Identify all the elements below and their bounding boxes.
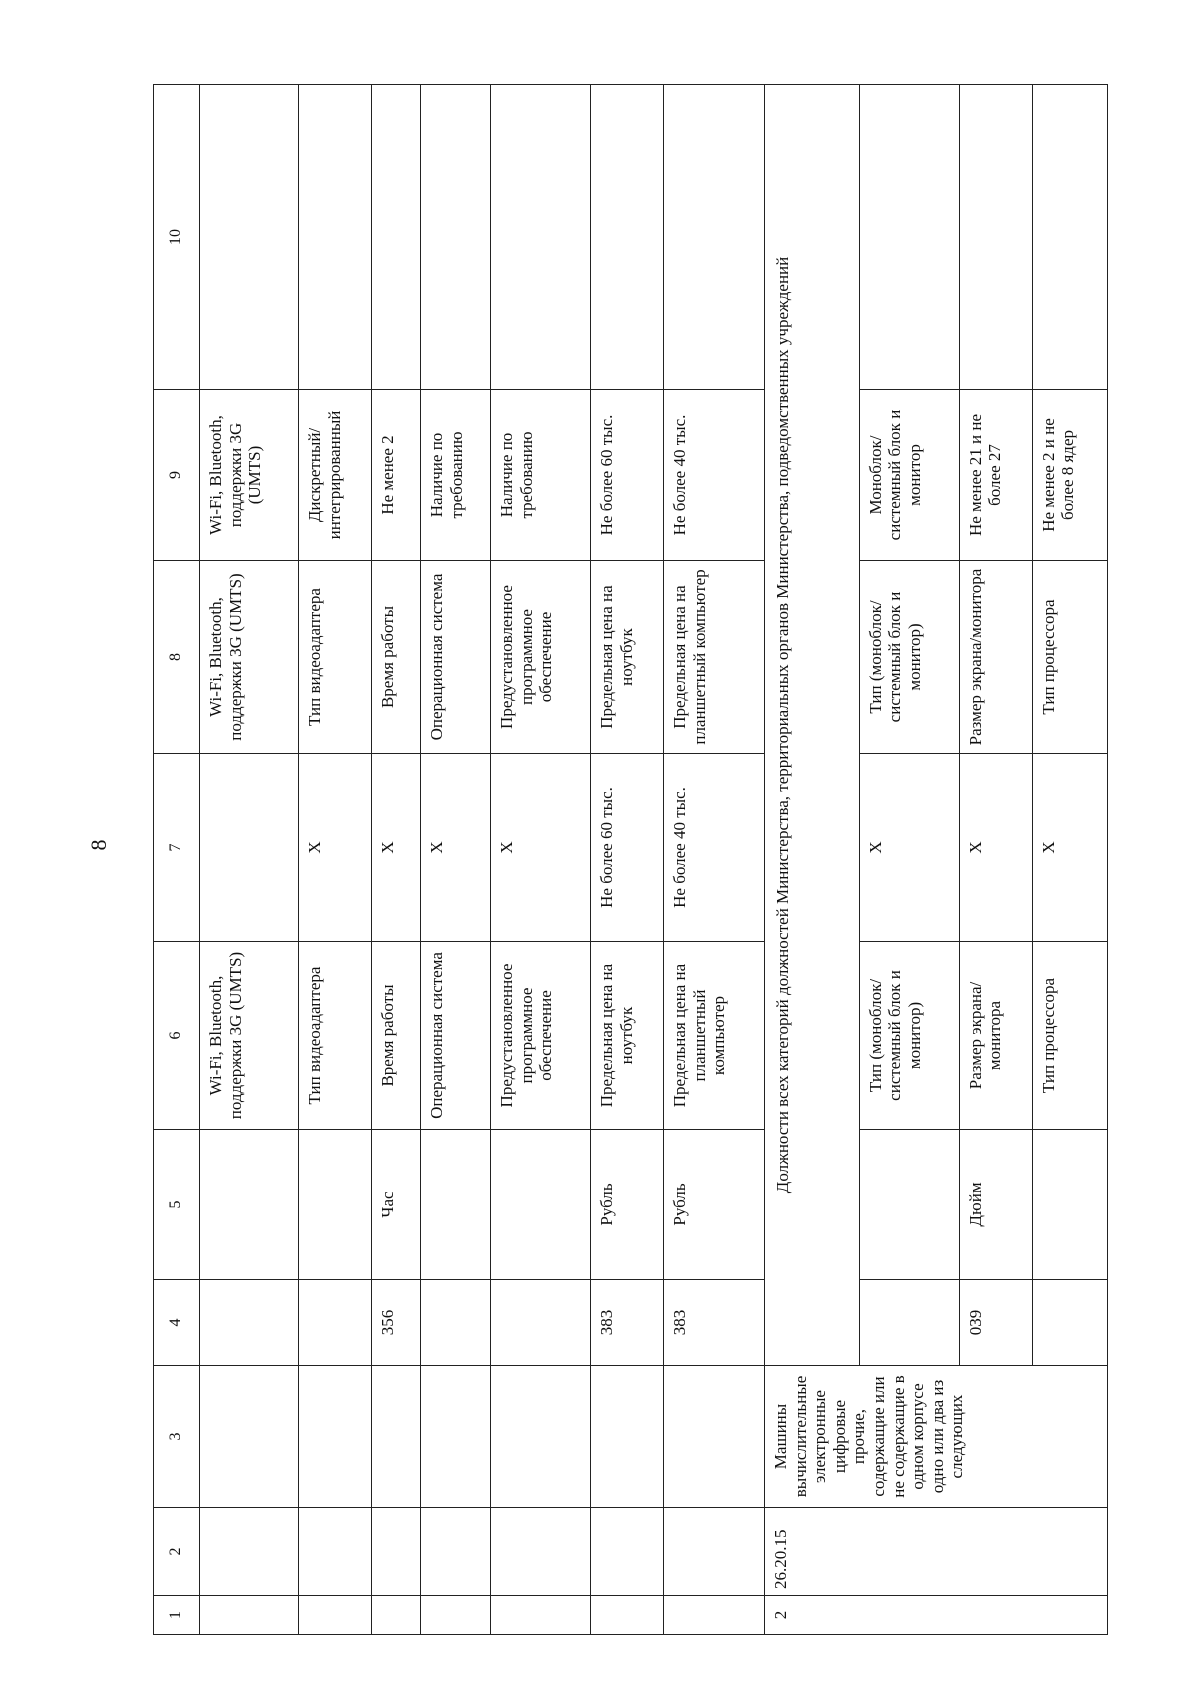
column-header: 4 [154,1280,200,1366]
table-cell: Не более 40 тыс. [664,754,765,942]
table-cell [372,1596,421,1635]
row-number-cell: 2 [765,1596,1108,1635]
column-header: 2 [154,1508,200,1596]
table-row [200,85,299,1635]
table-cell: Не менее 2 и не более 8 ядер [1032,390,1107,561]
table-cell [200,754,299,942]
column-header: 8 [154,561,200,754]
table-cell [421,1508,491,1596]
column-header: 3 [154,1366,200,1508]
header-row [154,85,200,1635]
okpd-code-cell: 26.20.15 [765,1508,1108,1596]
table-cell: Тип процессора [1032,561,1107,754]
table-cell: Wi-Fi, Bluetooth, поддержки 3G (UMTS) [200,942,299,1130]
table-cell: Не более 60 тыс. [591,754,664,942]
table-cell [491,1366,591,1508]
table-cell [959,85,1032,390]
table-cell: Х [959,754,1032,942]
table-cell: Не менее 21 и не более 27 [959,390,1032,561]
table-cell: Моноблок/ системный блок и монитор [859,390,959,561]
table-cell [664,85,765,390]
table-cell: Не более 60 тыс. [591,390,664,561]
requirements-table [153,84,1108,1635]
table-cell [372,1366,421,1508]
table-cell: Предустановленное программное обеспечение [491,561,591,754]
table-cell: Предельная цена на планшетный компьютер [664,942,765,1130]
table-cell: Х [859,754,959,942]
table-cell [200,1130,299,1280]
table-cell: Рубль [664,1130,765,1280]
column-header: 1 [154,1596,200,1635]
column-header: 6 [154,942,200,1130]
table-cell [491,1130,591,1280]
table-row [591,85,664,1635]
table-cell: Размер экрана/монитора [959,561,1032,754]
table-cell [421,1596,491,1635]
table-row [421,85,491,1635]
table-cell [200,1280,299,1366]
table-cell: Дюйм [959,1130,1032,1280]
table-cell [372,85,421,390]
table-cell [200,1596,299,1635]
table-cell: Х [491,754,591,942]
table-cell [372,1508,421,1596]
table-cell: Тип видеоадаптера [299,561,372,754]
table-cell [299,1596,372,1635]
table-cell: 356 [372,1280,421,1366]
table-cell: Время работы [372,561,421,754]
table-cell [1032,1130,1107,1280]
table-cell [299,1366,372,1508]
table-cell: Размер экрана/монитора [959,942,1032,1130]
table-cell [299,1280,372,1366]
table-row [664,85,765,1635]
table-cell: 039 [959,1280,1032,1366]
table-cell: Наличие по требованию [421,390,491,561]
table-cell [591,1366,664,1508]
table-cell [859,85,959,390]
table-row [765,85,860,1635]
table-cell: Х [372,754,421,942]
table-cell: Предельная цена на ноутбук [591,942,664,1130]
table-row [491,85,591,1635]
position-category-band: Должности всех категорий должностей Министерства, территориальных органов Министерства, подведомственных учреждений [765,85,860,1366]
table-cell [664,1596,765,1635]
table-cell [591,1508,664,1596]
item-name-cell: Машины вычислительные электронные цифровые прочие, содержащие или не содержащие в одном корпусе одно или два из следующих [765,1366,1108,1508]
table-cell [491,1596,591,1635]
table-cell: Х [1032,754,1107,942]
table-cell [200,85,299,390]
table-row [372,85,421,1635]
table-cell [299,85,372,390]
table-cell: Рубль [591,1130,664,1280]
rotated-table-container [153,85,1108,1635]
table-row [299,85,372,1635]
table-cell [859,1130,959,1280]
table-cell: Дискретный/интегрированный [299,390,372,561]
table-cell: Тип видеоадаптера [299,942,372,1130]
table-cell: Предельная цена на планшетный компьютер [664,561,765,754]
table-cell: Время работы [372,942,421,1130]
table-cell [200,1508,299,1596]
table-cell [299,1130,372,1280]
table-cell [591,1596,664,1635]
table-cell [491,1280,591,1366]
table-cell [421,1366,491,1508]
table-cell: Wi-Fi, Bluetooth, поддержки 3G (UMTS) [200,561,299,754]
table-cell: Тип (моноблок/ системный блок и монитор) [859,561,959,754]
table-cell: Х [299,754,372,942]
table-cell: 383 [664,1280,765,1366]
table-cell: Тип (моноблок/ системный блок и монитор) [859,942,959,1130]
table-cell [664,1366,765,1508]
table-cell [859,1280,959,1366]
table-cell: Не более 40 тыс. [664,390,765,561]
table-cell: Wi-Fi, Bluetooth, поддержки 3G (UMTS) [200,390,299,561]
table-cell: Тип процессора [1032,942,1107,1130]
table-cell [421,85,491,390]
table-cell [1032,1280,1107,1366]
table-cell [664,1508,765,1596]
table-cell: Предельная цена на ноутбук [591,561,664,754]
table-cell [1032,85,1107,390]
table-cell: Наличие по требованию [491,390,591,561]
table-cell [591,85,664,390]
table-cell: Операционная система [421,561,491,754]
table-cell [299,1508,372,1596]
table-cell: 383 [591,1280,664,1366]
table-cell: Час [372,1130,421,1280]
table-cell: Не менее 2 [372,390,421,561]
column-header: 10 [154,85,200,390]
table-cell: Операционная система [421,942,491,1130]
table-cell [421,1280,491,1366]
column-header: 7 [154,754,200,942]
column-header: 5 [154,1130,200,1280]
column-header: 9 [154,390,200,561]
table-cell [421,1130,491,1280]
table-cell: Предустановленное программное обеспечение [491,942,591,1130]
table-cell: Х [421,754,491,942]
table-cell [491,1508,591,1596]
table-cell [200,1366,299,1508]
page-number: 8 [86,839,111,851]
table-cell [491,85,591,390]
